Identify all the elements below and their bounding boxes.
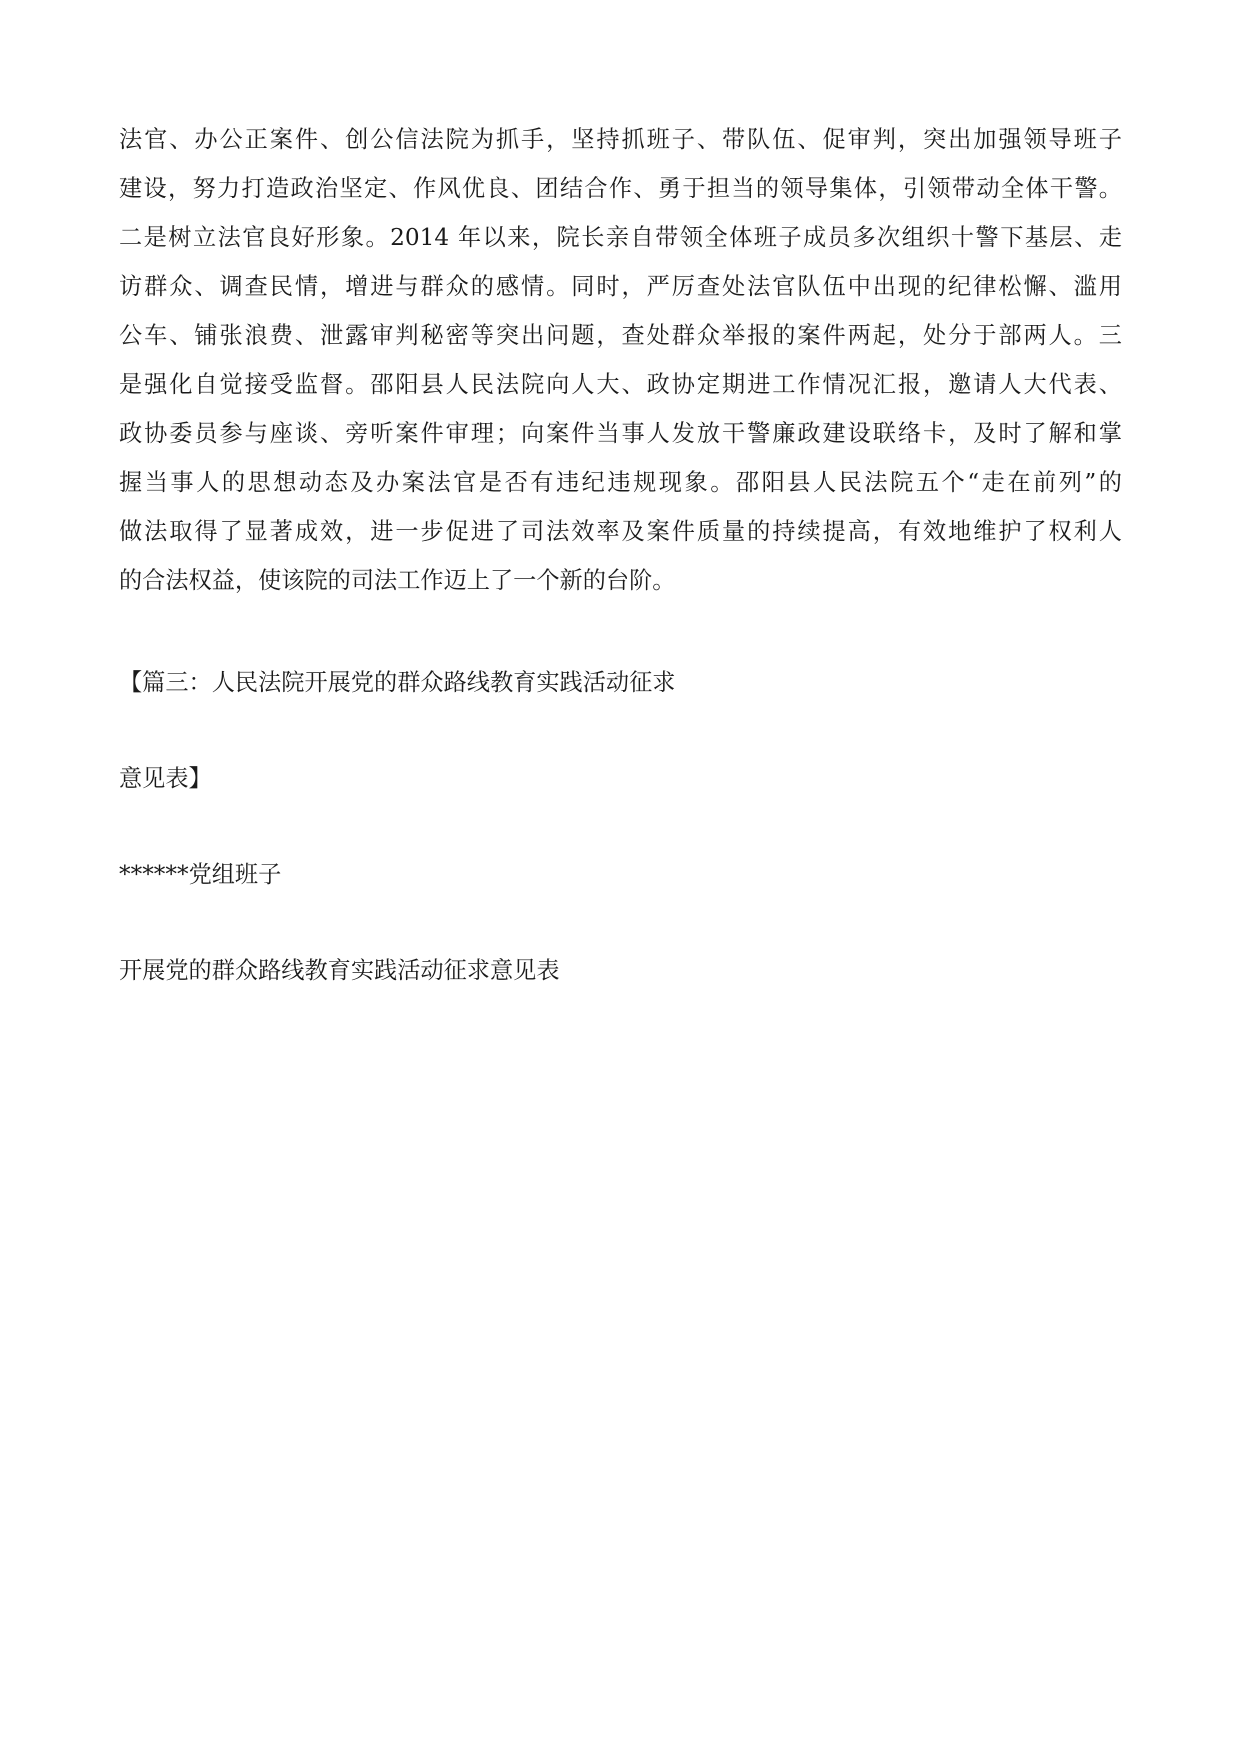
paragraph-line: 是强化自觉接受监督。邵阳县人民法院向人大、政协定期进工作情况汇报，邀请人大代表、 <box>119 371 1122 398</box>
unit-name: ******党组班子 <box>119 861 282 888</box>
paragraph-line: 法官、办公正案件、创公信法院为抓手，坚持抓班子、带队伍、促审判，突出加强领导班子 <box>119 126 1122 153</box>
paragraph-line: 政协委员参与座谈、旁听案件审理；向案件当事人发放干警廉政建设联络卡，及时了解和掌 <box>119 420 1122 447</box>
paragraph-line: 握当事人的思想动态及办案法官是否有违纪违规现象。邵阳县人民法院五个“走在前列”的 <box>119 469 1122 496</box>
section-heading-continued: 意见表】 <box>119 765 212 792</box>
paragraph-line: 二是树立法官良好形象。2014 年以来，院长亲自带领全体班子成员多次组织十警下基层、走 <box>119 224 1122 251</box>
paragraph-line: 做法取得了显著成效，进一步促进了司法效率及案件质量的持续提高，有效地维护了权利人 <box>119 518 1122 545</box>
form-title: 开展党的群众路线教育实践活动征求意见表 <box>119 957 560 984</box>
paragraph-line: 访群众、调查民情，增进与群众的感情。同时，严厉查处法官队伍中出现的纪律松懈、滥用 <box>119 273 1122 300</box>
section-heading: 【篇三：人民法院开展党的群众路线教育实践活动征求 <box>119 669 676 696</box>
paragraph-line: 建设，努力打造政治坚定、作风优良、团结合作、勇于担当的领导集体，引领带动全体干警。 <box>119 175 1122 202</box>
paragraph-line: 公车、铺张浪费、泄露审判秘密等突出问题，查处群众举报的案件两起，处分于部两人。三 <box>119 322 1122 349</box>
paragraph-line: 的合法权益，使该院的司法工作迈上了一个新的台阶。 <box>119 567 676 594</box>
body-paragraph <box>119 115 1122 605</box>
